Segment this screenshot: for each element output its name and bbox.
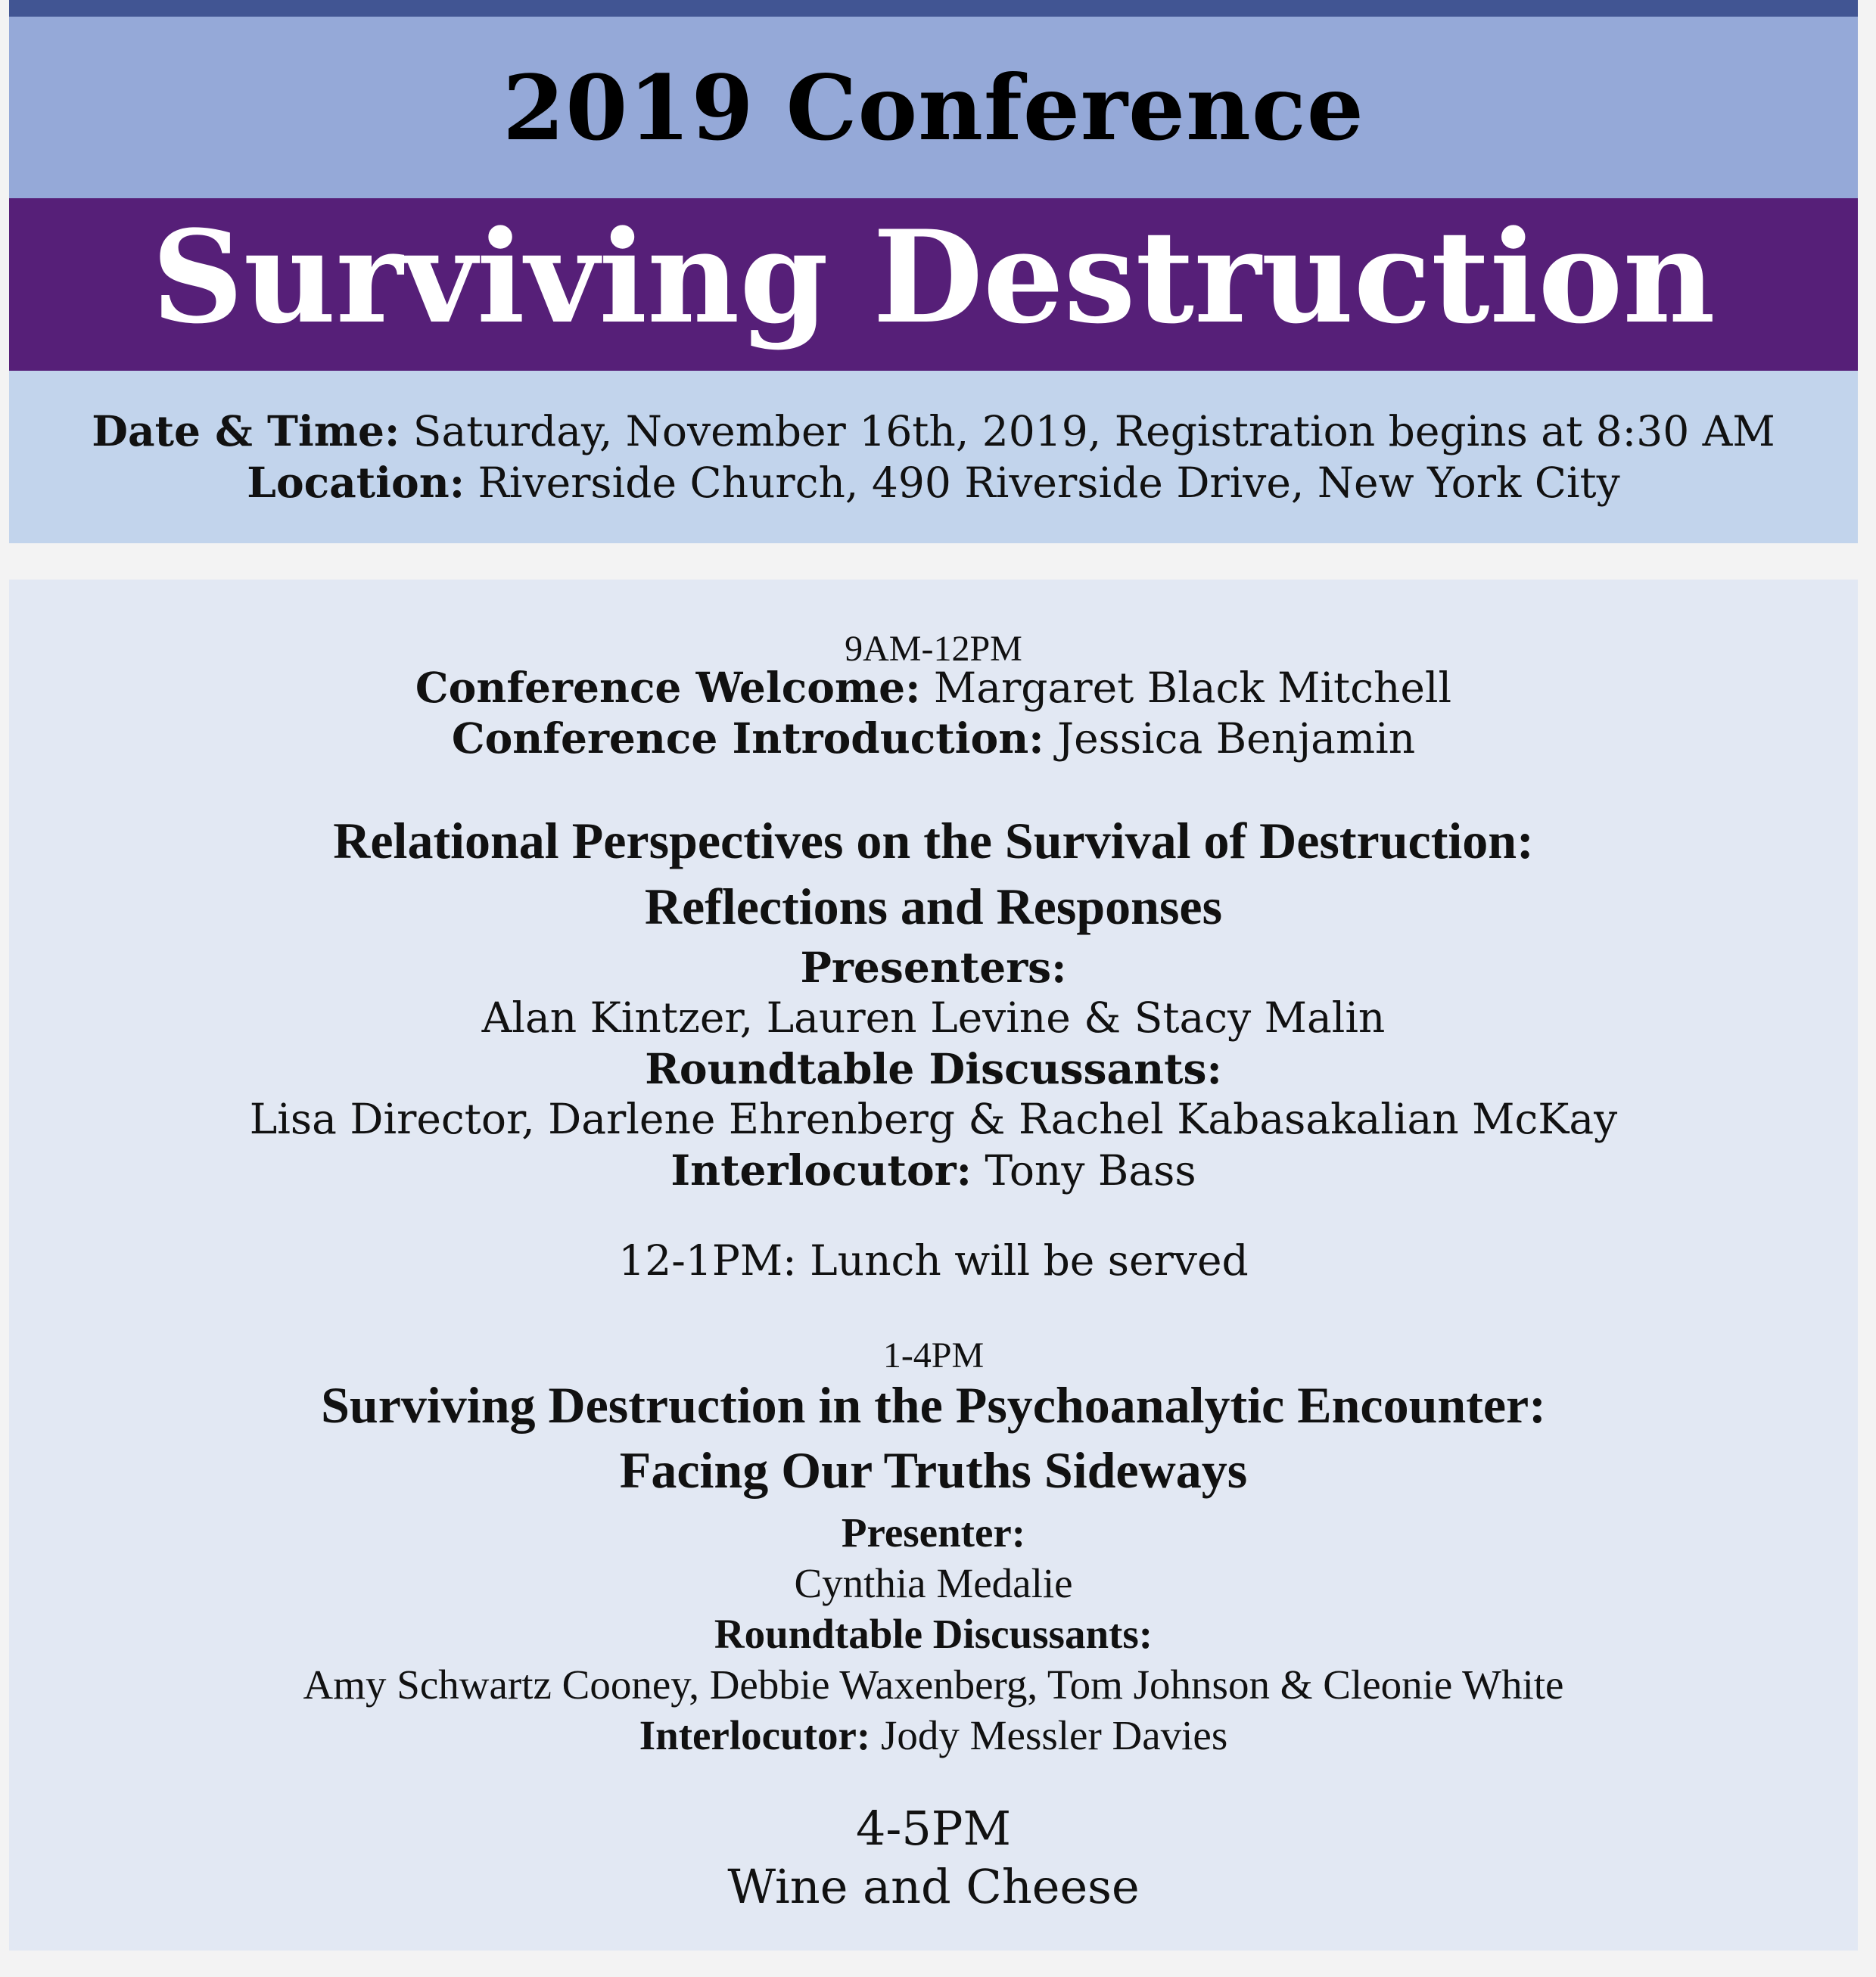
welcome-line [9,663,1858,712]
presenters-label: Presenters: [800,943,1067,992]
date-value: Saturday, November 16th, 2019, Registration begins at 8:30 AM [412,407,1775,455]
morning-session-title-line1: Relational Perspectives on the Survival of Destruction: [333,812,1534,869]
afternoon-interlocutor-line [9,1711,1858,1759]
afternoon-discussants-names: Amy Schwartz Cooney, Debbie Waxenberg, Tom Johnson & Cleonie White [303,1661,1564,1708]
welcome-label: Conference Welcome: [415,663,921,712]
introduction-line [9,713,1858,763]
reception-text: Wine and Cheese [727,1859,1140,1914]
year-title: 2019 Conference [502,55,1364,160]
morning-time: 9AM-12PM [845,629,1022,669]
reception-time: 4-5PM [855,1801,1012,1856]
top-accent-bar [9,0,1858,17]
afternoon-discussants-label: Roundtable Discussants: [714,1611,1153,1657]
date-label: Date & Time: [92,406,400,455]
afternoon-interlocutor-name: Jody Messler Davies [880,1712,1228,1758]
introduction-label: Conference Introduction: [451,713,1044,763]
event-info [9,406,1858,508]
introduction-value: Jessica Benjamin [1057,714,1416,763]
date-line [9,406,1858,457]
morning-interlocutor-label: Interlocutor: [670,1145,972,1195]
welcome-value: Margaret Black Mitchell [933,664,1452,712]
lunch-line: 12-1PM: Lunch will be served [618,1236,1249,1285]
afternoon-session-title-line2: Facing Our Truths Sideways [619,1441,1248,1499]
afternoon-interlocutor-label: Interlocutor: [639,1712,871,1758]
location-line [9,457,1858,508]
presenter-name: Cynthia Medalie [794,1560,1073,1606]
presenters-names: Alan Kintzer, Lauren Levine & Stacy Malin [481,993,1386,1042]
program-section [9,580,1858,1951]
afternoon-session-title-line1: Surviving Destruction in the Psychoanalytic Encounter: [321,1376,1546,1434]
afternoon-time: 1-4PM [882,1335,985,1376]
morning-discussants-label: Roundtable Discussants: [645,1044,1222,1093]
presenter-label: Presenter: [841,1509,1026,1556]
conference-title: Surviving Destruction [151,202,1716,352]
morning-interlocutor-line [9,1145,1858,1195]
info-banner [9,371,1858,543]
title-banner [9,198,1858,371]
location-label: Location: [247,458,465,507]
location-value: Riverside Church, 490 Riverside Drive, New York City [478,459,1620,507]
morning-discussants-names: Lisa Director, Darlene Ehrenberg & Rachel Kabasakalian McKay [249,1095,1618,1143]
year-banner [9,17,1858,198]
morning-interlocutor-name: Tony Bass [985,1146,1196,1195]
morning-session-title-line2: Reflections and Responses [644,878,1223,935]
